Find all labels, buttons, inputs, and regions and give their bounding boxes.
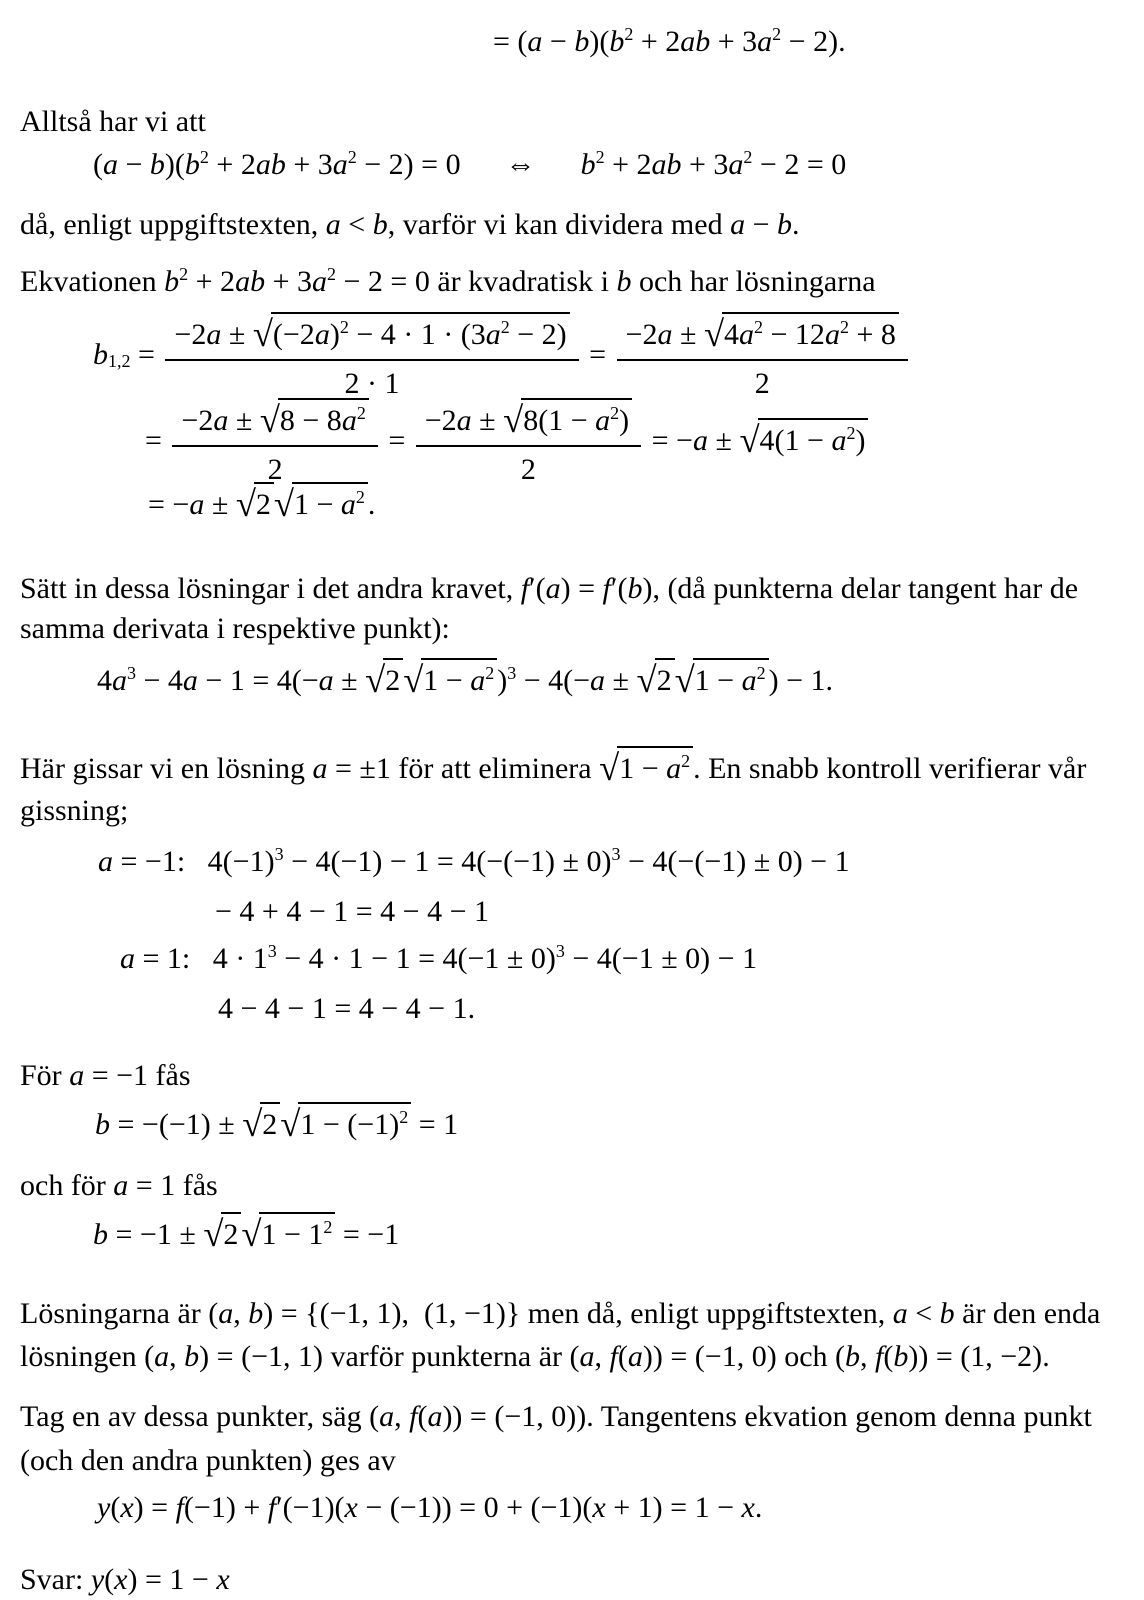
superscript: 2 xyxy=(772,23,782,44)
square-root: $√1 - a^2$ xyxy=(599,752,693,785)
square-root: √2 xyxy=(242,1108,280,1141)
text-run: . xyxy=(792,208,800,241)
math-variable: a xyxy=(218,1297,234,1330)
fraction xyxy=(617,310,908,404)
fraction-numerator: $-2a \pm √(-2a)^2 - 4 \cdot 1 \cdot (3a^2 - 2)$ xyxy=(165,310,578,361)
math-variable: a xyxy=(340,488,356,521)
math-expression: (a, f(a)) = (−1, 0) xyxy=(569,1340,777,1373)
square-root: √2 xyxy=(637,664,675,697)
fraction-numerator: $-2a \pm √8(1 - a^2)$ xyxy=(416,396,641,447)
math-expression: f′(a) = f′(b) xyxy=(520,572,653,605)
math-expression: $(a - b)(b^2 + 2ab + 3a^2 - 2) = 0$ ⇔ $b^2 + 2ab + 3a^2 - 2 = 0$ xyxy=(93,146,847,181)
math-variable: a xyxy=(595,404,611,437)
math-variable: a xyxy=(824,318,840,351)
math-variable: a xyxy=(341,404,357,437)
display-equation xyxy=(95,1102,458,1144)
math-expression: a = ±1 xyxy=(312,752,391,785)
fraction-denominator: 2 · 1 xyxy=(344,366,400,400)
math-variable: a xyxy=(189,488,205,521)
math-variable: a xyxy=(741,664,757,697)
math-variable: a xyxy=(579,1340,595,1373)
math-variable: b xyxy=(609,25,625,58)
radicand: $1 - a^2$ xyxy=(693,658,769,696)
square-root: $√4(1 - a^2)$ xyxy=(739,424,868,457)
text-run: Ekvationen xyxy=(20,265,165,298)
display-equation xyxy=(145,396,868,490)
math-variable: f xyxy=(409,1400,418,1433)
math-variable: b xyxy=(95,1108,110,1141)
math-variable: a xyxy=(103,148,118,181)
radicand: $8(1 - a^2)$ xyxy=(521,398,632,436)
math-variable: a xyxy=(831,423,847,457)
math-expression: a = 1 xyxy=(113,1169,176,1202)
math-expression: $b = -1 \pm √2√1 - 1^2 = -1$ xyxy=(93,1212,400,1254)
paragraph-line xyxy=(20,1399,1092,1436)
text-run: lösningen xyxy=(20,1340,145,1373)
math-variable: b xyxy=(248,1297,264,1330)
math-expression: = $\frac{-2a \pm √8 - 8a^2}{2}$ = $\frac{-2a \pm √8(1 - a^2)}{2}$ = $-a \pm √4(1 - a^2)$ xyxy=(145,424,868,457)
math-variable: a xyxy=(318,664,334,697)
radicand: $1 - 1^2$ xyxy=(259,1212,335,1250)
math-variable: b xyxy=(616,265,632,298)
superscript: 3 xyxy=(555,940,565,961)
radicand: $4a^2 - 12a^2 + 8$ xyxy=(722,312,899,350)
display-equation xyxy=(93,1212,399,1254)
math-variable: a xyxy=(154,1340,170,1373)
math-expression: (a, b) = {(−1, 1), (1, −1)} xyxy=(208,1297,521,1330)
paragraph-line xyxy=(20,104,206,141)
superscript: 2 xyxy=(339,316,349,337)
math-variable: a xyxy=(311,265,327,298)
square-root: $√8(1 - a^2)$ xyxy=(503,404,632,437)
math-variable: ab xyxy=(235,265,266,298)
math-variable: f xyxy=(609,1340,618,1373)
math-expression: (b, f(b)) = (1, −2) xyxy=(835,1340,1043,1373)
superscript: 2 xyxy=(326,263,336,284)
math-variable: b xyxy=(164,265,180,298)
text-run: Alltså har vi att xyxy=(20,105,206,138)
math-expression xyxy=(599,746,693,788)
text-run: (och den andra punkten) ges av xyxy=(20,1444,396,1477)
paragraph-line xyxy=(20,1058,191,1095)
fraction-numerator: $-2a \pm √8 - 8a^2$ xyxy=(172,396,377,447)
math-variable: a xyxy=(527,25,543,58)
math-variable: a xyxy=(456,404,472,437)
fraction xyxy=(416,396,641,490)
fraction-numerator: $-2a \pm √4a^2 - 12a^2 + 8$ xyxy=(617,310,908,361)
superscript: 2 xyxy=(356,402,366,423)
text-run: . xyxy=(1042,1340,1050,1373)
square-root: $√8 - 8a^2$ xyxy=(260,404,369,437)
math-expression: a < b xyxy=(892,1297,955,1330)
paragraph-line xyxy=(20,571,1078,608)
square-root: √2 xyxy=(203,1218,241,1251)
paragraph-line xyxy=(20,793,128,830)
fraction-denominator: 2 xyxy=(267,452,283,486)
superscript: 2 xyxy=(839,316,849,337)
text-run: är kvadratisk i xyxy=(429,265,617,298)
math-variable: b xyxy=(574,25,590,58)
radicand: 2 xyxy=(655,658,675,696)
math-variable: a xyxy=(69,1059,85,1092)
math-variable: b xyxy=(939,1297,955,1330)
display-equation xyxy=(93,147,846,184)
radicand: $1 - a^2$ xyxy=(421,658,497,696)
paragraph-line xyxy=(20,1443,396,1480)
math-variable: a xyxy=(730,208,746,241)
square-root: $√1 - 1^2$ xyxy=(241,1218,335,1251)
radicand: $4(1 - a^2)$ xyxy=(758,418,869,456)
superscript: 2 xyxy=(199,146,209,167)
math-variable: f xyxy=(875,1340,884,1373)
radicand: $8 - 8a^2$ xyxy=(278,398,369,436)
fraction-denominator: 2 xyxy=(754,366,770,400)
math-variable: y xyxy=(97,1491,111,1524)
math-expression: − 4 + 4 − 1 = 4 − 4 − 1 xyxy=(215,895,490,928)
superscript: 2 xyxy=(347,146,357,167)
superscript: 2 xyxy=(743,146,753,167)
math-variable: x xyxy=(216,1563,230,1596)
fraction xyxy=(165,310,578,404)
text-run: För xyxy=(20,1059,70,1092)
math-expression xyxy=(616,265,631,298)
math-expression: a = −1: $4(-1)^3 - 4(-1) - 1 = 4(-(-1) \pm 0)^3 - 4(-(-1) \pm 0) - 1$ xyxy=(98,843,850,878)
superscript: 2 xyxy=(355,486,365,507)
text-run: och xyxy=(776,1340,836,1373)
paragraph-line xyxy=(20,1168,218,1205)
math-expression: a < b xyxy=(325,208,388,241)
math-variable: b xyxy=(93,1218,108,1251)
text-run: Tag en av dessa punkter, säg xyxy=(20,1400,370,1433)
math-variable: a xyxy=(892,1297,908,1330)
math-variable: a xyxy=(485,318,501,351)
fraction-denominator: 2 xyxy=(520,452,536,486)
square-root: $√(-2a)^2 - 4 \cdot 1 \cdot (3a^2 - 2)$ xyxy=(253,318,570,351)
paragraph-line xyxy=(20,746,1086,788)
display-equation xyxy=(218,991,475,1028)
math-variable: b xyxy=(184,1340,200,1373)
superscript: 2 xyxy=(624,23,634,44)
math-variable: a xyxy=(666,752,682,785)
text-run: fås xyxy=(148,1059,191,1092)
text-run: samma derivata i respektive punkt): xyxy=(20,612,450,645)
text-run: för att eliminera xyxy=(390,752,600,785)
radicand: $1 - a^2$ xyxy=(617,746,693,784)
radicand: 2 xyxy=(254,482,274,520)
text-run: Här gissar vi en lösning xyxy=(20,752,313,785)
math-variable: x xyxy=(120,1491,134,1524)
display-equation xyxy=(493,24,846,61)
square-root: √2 xyxy=(236,488,274,521)
radicand: $(-2a)^2 - 4 \cdot 1 \cdot (3a^2 - 2)$ xyxy=(271,312,570,350)
math-variable: a xyxy=(314,318,330,351)
math-variable: a xyxy=(213,404,229,437)
paragraph-line xyxy=(20,611,450,648)
text-run: gissning; xyxy=(20,794,129,827)
math-variable: a xyxy=(332,148,348,181)
math-expression: = $-a \pm √2√1 - a^2$ . xyxy=(148,482,376,524)
math-expression: $b_{1,2}$ = $\frac{-2a \pm √(-2a)^2 - 4 \cdot 1 \cdot (3a^2 - 2)}{2 \cdot 1}$ = $\frac{-2a \pm √4a^2 - 12a^2 + 8}{2}$ xyxy=(93,338,911,371)
math-variable: a xyxy=(627,1340,643,1373)
math-variable: a xyxy=(112,664,127,697)
display-equation xyxy=(98,844,850,881)
fraction xyxy=(172,396,377,490)
math-variable: b xyxy=(372,208,388,241)
paragraph-line xyxy=(20,1339,1050,1376)
math-expression: a = −1 xyxy=(69,1059,149,1092)
paragraph-line xyxy=(20,1562,230,1599)
paragraph-line xyxy=(20,264,876,301)
math-variable: f xyxy=(267,1491,277,1524)
superscript: 2 xyxy=(754,316,764,337)
superscript: 2 xyxy=(323,1216,333,1237)
square-root: √2 xyxy=(365,664,403,697)
display-equation xyxy=(148,482,375,524)
math-variable: ab xyxy=(651,148,682,181)
math-variable: b xyxy=(93,337,108,371)
superscript: 2 xyxy=(595,146,605,167)
text-run: och har lösningarna xyxy=(631,265,876,298)
math-variable: x xyxy=(741,1491,755,1524)
math-variable: ab xyxy=(680,25,711,58)
math-variable: b xyxy=(149,148,165,181)
text-run: varför punkterna är xyxy=(322,1340,570,1373)
radicand: $1 - a^2$ xyxy=(292,482,368,520)
math-expression: $b = -(-1) \pm √2√1 - (-1)^2 = 1$ xyxy=(95,1102,459,1144)
math-expression: $4a^3 - 4a - 1 = 4(-a \pm √2√1 - a^2$ )$^3 - 4(-a \pm √2√1 - a^2$ ) − 1. xyxy=(97,658,834,700)
text-run: , varför vi kan dividera med xyxy=(387,208,731,241)
square-root: $√1 - a^2$ xyxy=(274,488,368,521)
math-variable: b xyxy=(893,1340,909,1373)
math-expression: = $(a - b)(b^2 + 2ab + 3a^2 - 2)$. xyxy=(493,23,846,58)
text-run: fås xyxy=(175,1169,218,1202)
text-run: . Tangentens ekvation genom denna punkt xyxy=(586,1400,1092,1433)
display-equation xyxy=(215,894,489,931)
superscript: 3 xyxy=(267,940,277,961)
math-variable: a xyxy=(657,318,673,351)
math-variable: a xyxy=(113,1169,129,1202)
math-variable: a xyxy=(757,25,773,58)
radicand: 2 xyxy=(260,1102,280,1140)
superscript: 3 xyxy=(127,662,136,683)
math-variable: b xyxy=(580,148,596,181)
math-variable: a xyxy=(728,148,744,181)
math-variable: a xyxy=(312,752,328,785)
text-run: då, enligt uppgiftstexten, xyxy=(20,208,326,241)
math-variable: a xyxy=(590,664,606,697)
math-variable: ab xyxy=(255,148,286,181)
radicand: $1 - (-1)^2$ xyxy=(298,1102,411,1140)
math-variable: a xyxy=(692,423,708,457)
math-variable: a xyxy=(427,1400,443,1433)
text-run: , (då punkterna delar tangent har de xyxy=(652,572,1079,605)
paragraph-line xyxy=(20,1296,1100,1333)
radicand: 2 xyxy=(221,1212,241,1250)
math-variable: a xyxy=(545,572,561,605)
square-root: $√1 - a^2$ xyxy=(675,664,769,697)
math-expression: (a, b) = (−1, 1) xyxy=(144,1340,323,1373)
math-variable: a xyxy=(120,942,135,975)
square-root: $√4a^2 - 12a^2 + 8$ xyxy=(704,318,899,351)
text-run: Sätt in dessa lösningar i det andra kravet, xyxy=(20,572,521,605)
display-equation xyxy=(120,941,757,978)
text-run: och för xyxy=(20,1169,114,1202)
math-variable: f xyxy=(520,572,530,605)
math-variable: f xyxy=(602,572,611,605)
math-variable: a xyxy=(325,208,341,241)
math-variable: b xyxy=(777,208,793,241)
math-variable: x xyxy=(344,1491,358,1524)
superscript: 2 xyxy=(179,263,189,284)
math-variable: y xyxy=(90,1563,105,1596)
superscript: 3 xyxy=(507,662,517,683)
superscript: 2 xyxy=(846,422,856,443)
math-variable: b xyxy=(184,148,200,181)
math-variable: x xyxy=(114,1563,128,1596)
square-root: $√1 - (-1)^2$ xyxy=(280,1108,411,1141)
math-expression: y(x) = f(−1) + f′(−1)(x − (−1)) = 0 + (−1)(x + 1) = 1 − x. xyxy=(97,1491,763,1524)
superscript: 3 xyxy=(611,843,621,864)
math-variable: a xyxy=(379,1400,395,1433)
math-variable: a xyxy=(206,318,222,351)
math-expression: 4 − 4 − 1 = 4 − 4 − 1. xyxy=(218,992,476,1025)
superscript: 2 xyxy=(500,316,510,337)
math-variable: a xyxy=(739,318,755,351)
text-run: men då, enligt uppgiftstexten, xyxy=(520,1297,893,1330)
math-variable: b xyxy=(845,1340,861,1373)
superscript: 3 xyxy=(274,843,284,864)
display-equation xyxy=(97,1490,762,1527)
math-variable: b xyxy=(627,572,643,605)
math-variable: a xyxy=(182,664,198,697)
superscript: 2 xyxy=(485,662,495,683)
superscript: 2 xyxy=(756,662,766,683)
radicand: 2 xyxy=(383,658,403,696)
text-run: Lösningarna är xyxy=(20,1297,209,1330)
math-expression: a − b xyxy=(730,208,793,241)
math-variable: a xyxy=(98,845,113,878)
superscript: 2 xyxy=(399,1106,409,1127)
display-equation xyxy=(97,658,833,700)
text-run: är den enda xyxy=(954,1297,1101,1330)
math-variable: a xyxy=(470,664,486,697)
math-expression: (a, f(a)) = (−1, 0)) xyxy=(369,1400,587,1433)
math-variable: f xyxy=(175,1491,184,1524)
superscript: 2 xyxy=(610,402,620,423)
math-variable: x xyxy=(592,1491,606,1524)
math-expression: $b^2 + 2ab + 3a^2 - 2 = 0$ xyxy=(164,263,430,298)
subscript: 1,2 xyxy=(108,351,131,372)
text-run: . En snabb kontroll verifierar vår xyxy=(693,752,1087,785)
paragraph-line xyxy=(20,207,800,244)
math-expression: a = 1: $4 \cdot 1^3 - 4 \cdot 1 - 1 = 4(-1 \pm 0)^3 - 4(-1 \pm 0) - 1$ xyxy=(120,940,758,975)
math-expression: y(x) = 1 − x xyxy=(90,1563,230,1596)
text-run: Svar: xyxy=(20,1563,91,1596)
display-equation xyxy=(93,310,911,404)
superscript: 2 xyxy=(681,750,691,771)
square-root: $√1 - a^2$ xyxy=(403,664,497,697)
